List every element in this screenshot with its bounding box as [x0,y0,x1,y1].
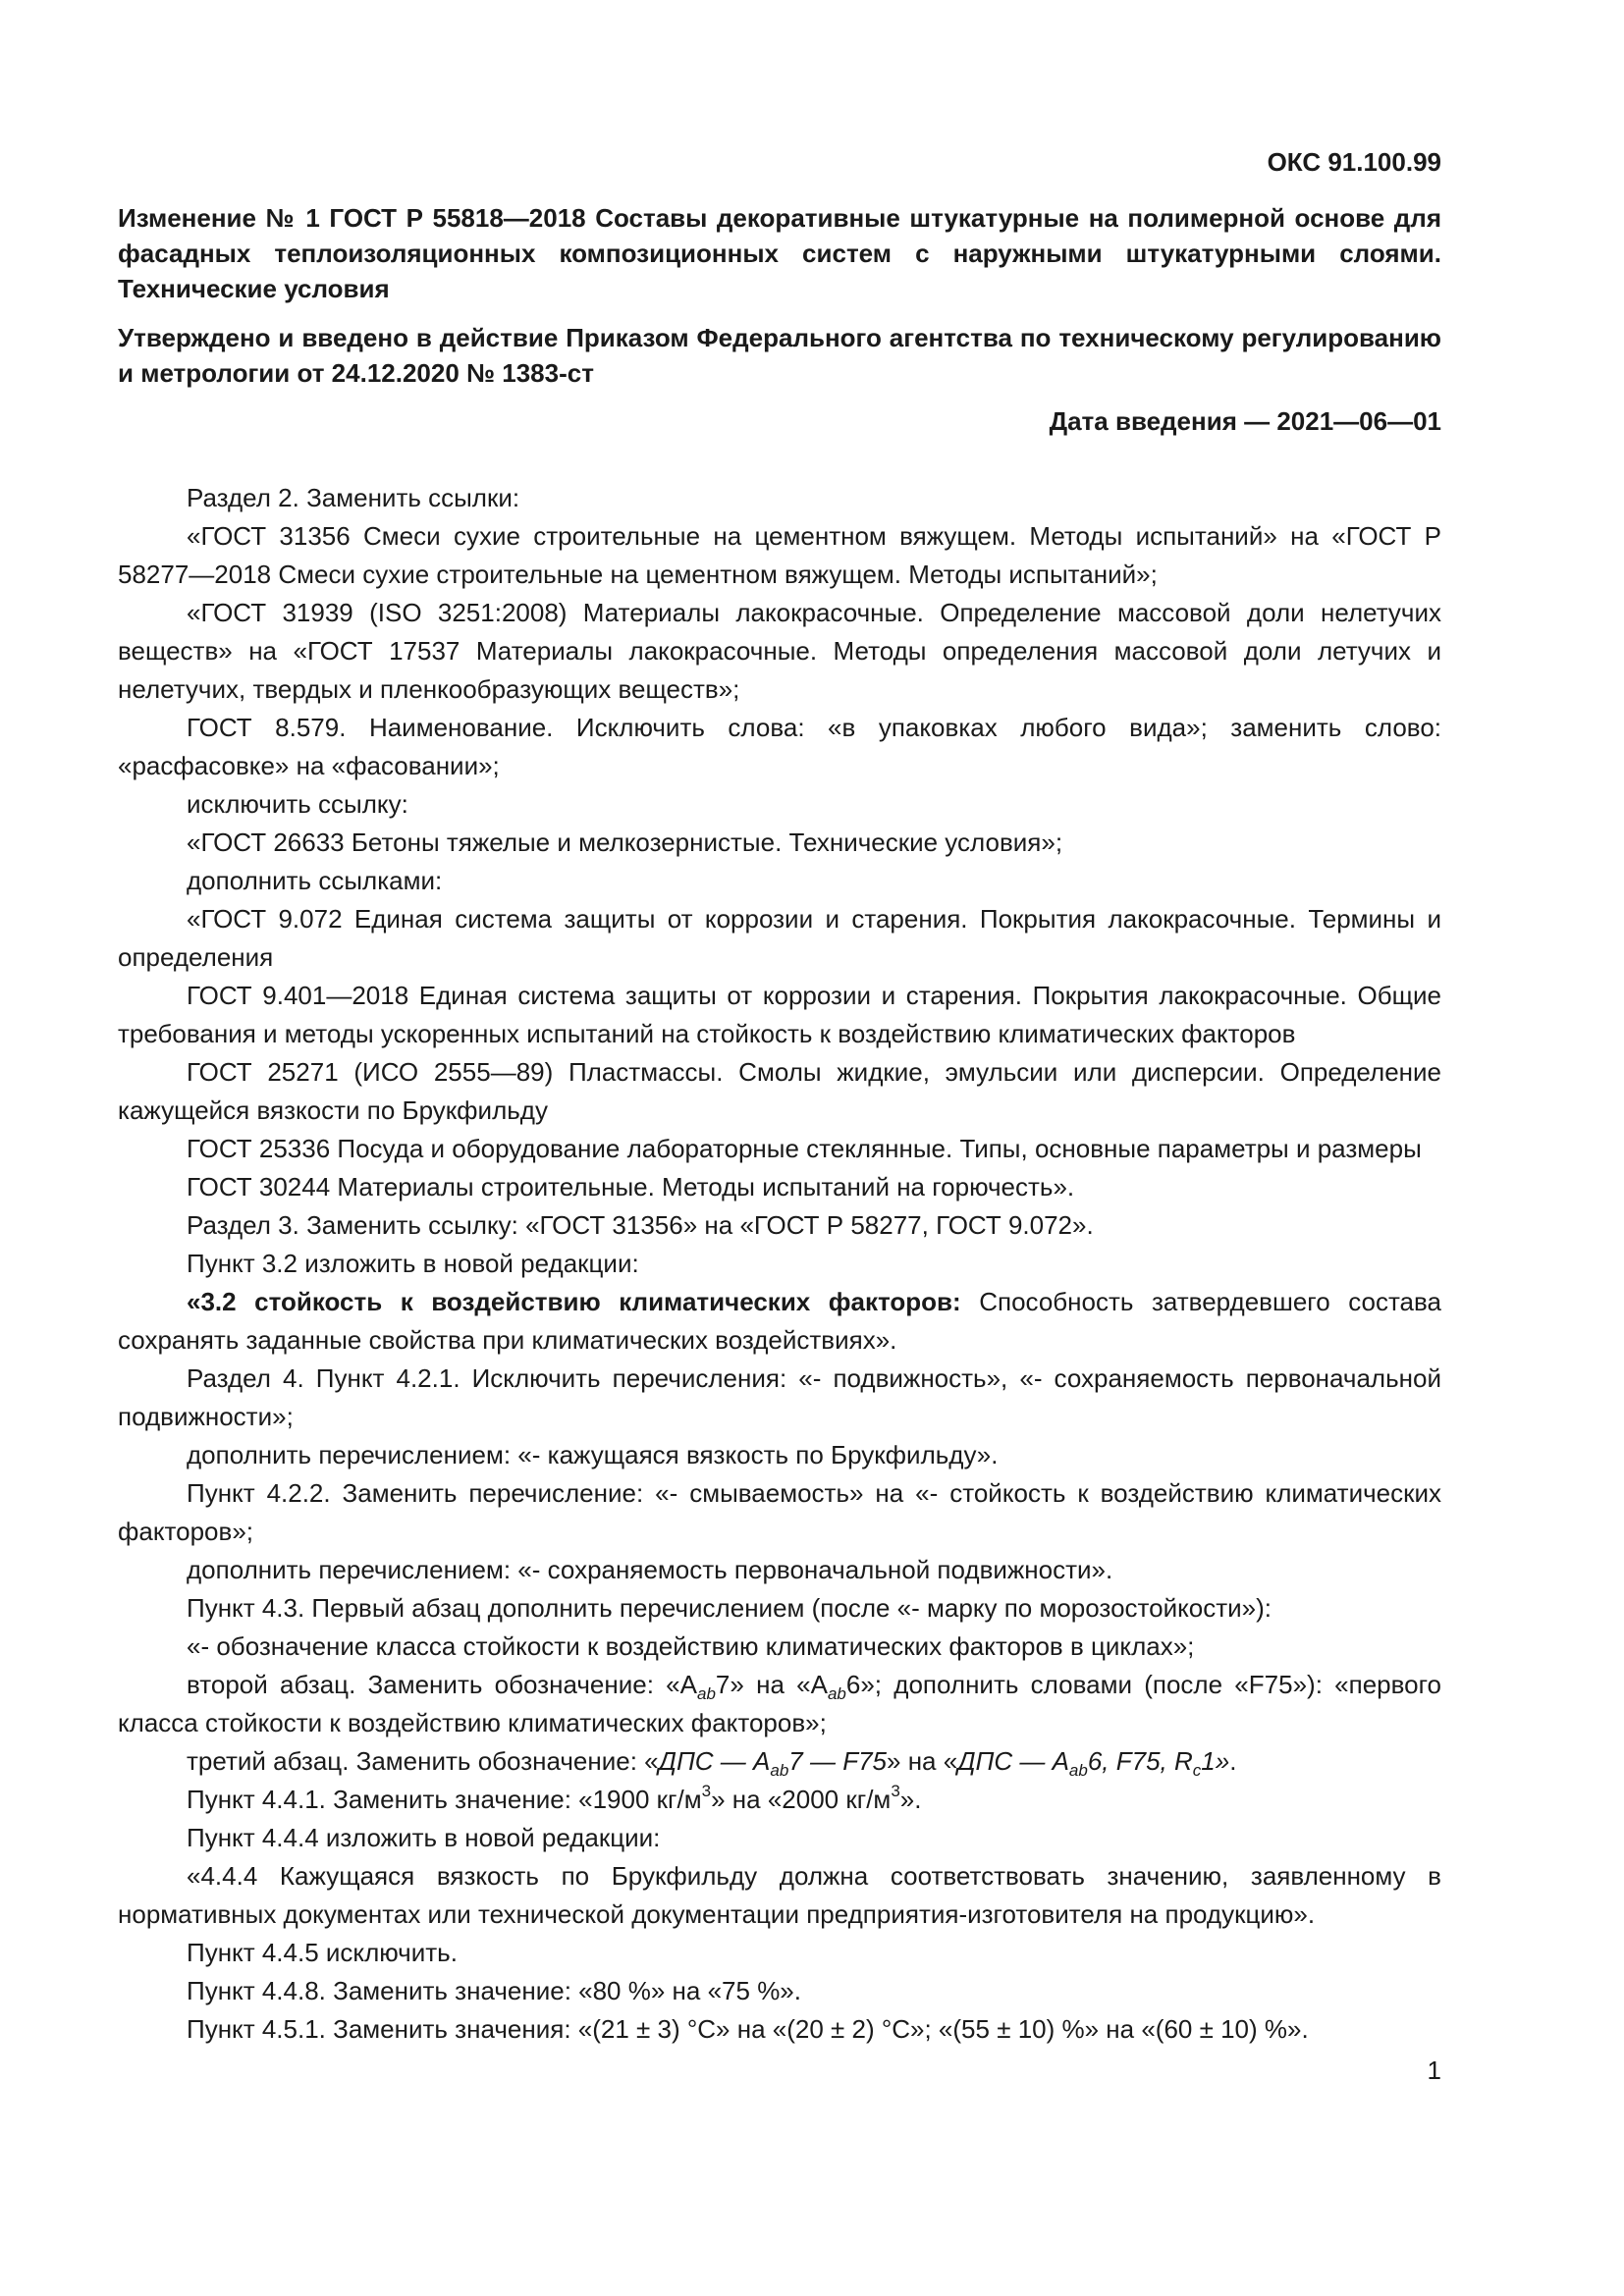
paragraph: ГОСТ 25271 (ИСО 2555—89) Пластмассы. Смолы жидкие, эмульсии или дисперсии. Определение кажущейся вязкости по Брукфильду [118,1057,1441,1125]
paragraph: дополнить ссылками: [187,866,443,895]
effective-date: Дата введения — 2021—06—01 [1049,406,1441,436]
text-run: » на «2000 кг/м [711,1785,892,1814]
paragraph: «ГОСТ 31356 Смеси сухие строительные на цементном вяжущем. Методы испытаний» на «ГОСТ Р 58277—2018 Смеси сухие строительные на цементном вяжущем. Методы испытаний»; [118,521,1441,589]
paragraph: ГОСТ 8.579. Наименование. Исключить слова: «в упаковках любого вида»; заменить слово: «расфасовке» на «фасовании»; [118,713,1441,780]
text-run: » на « [887,1746,958,1776]
paragraph: Пункт 4.4.4 изложить в новой редакции: [187,1823,661,1852]
text-run: 7» на «А [715,1670,828,1699]
paragraph: дополнить перечислением: «- сохраняемость первоначальной подвижности». [187,1555,1113,1584]
paragraph: ГОСТ 25336 Посуда и оборудование лабораторные стеклянные. Типы, основные параметры и размеры [187,1134,1422,1163]
paragraph: Раздел 2. Заменить ссылки: [187,483,520,512]
term-definition-bold: «3.2 стойкость к воздействию климатических факторов: [187,1287,961,1316]
subscript: ab [827,1684,846,1703]
paragraph: Пункт 4.3. Первый абзац дополнить перечислением (после «- марку по морозостойкости»): [187,1593,1272,1623]
paragraph: Пункт 4.4.8. Заменить значение: «80 %» на «75 %». [187,1976,801,2005]
paragraph: ГОСТ 9.401—2018 Единая система защиты от коррозии и старения. Покрытия лакокрасочные. Общие требования и методы ускоренных испытаний на стойкость к воздействию климатических факторов [118,981,1441,1048]
text-run: 6»; дополнить словами (после «F75»): «первого класса стойкости к воздействию климатических факторов»; [118,1670,1441,1737]
paragraph: Пункт 4.4.5 исключить. [187,1938,458,1967]
superscript: 3 [701,1782,712,1800]
text-run: второй абзац. Заменить обозначение: «А [187,1670,697,1699]
document-page [118,145,1441,2049]
paragraph: «ГОСТ 31939 (ISO 3251:2008) Материалы лакокрасочные. Определение массовой доли нелетучих веществ» на «ГОСТ 17537 Материалы лакокрасочные. Методы определения массовой доли летучих и нелетучих, твердых и пленкообразующих веществ»; [118,598,1441,704]
document-title: Изменение № 1 ГОСТ Р 55818—2018 Составы декоративные штукатурные на полимерной основе для фасадных теплоизоляционных композиционных систем с наружными штукатурными слоями. Технические условия [118,203,1441,303]
definition-text: Способность затвердевшего состава сохранять заданные свойства при климатических воздействиях». [118,1287,1441,1355]
oks-code: ОКС 91.100.99 [1267,147,1441,177]
italic-run: 6, F75, R [1087,1746,1193,1776]
paragraph: Пункт 4.5.1. Заменить значения: «(21 ± 3) °С» на «(20 ± 2) °С»; «(55 ± 10) %» на «(60 ± 10) %». [187,2014,1309,2044]
approval-statement: Утверждено и введено в действие Приказом Федерального агентства по техническому регулированию и метрологии от 24.12.2020 № 1383-ст [118,323,1441,388]
text-run: третий абзац. Заменить обозначение: « [187,1746,659,1776]
text-run: . [1229,1746,1237,1776]
paragraph [118,1742,1441,1781]
superscript: 3 [891,1782,900,1800]
text-run: Пункт 4.4.1. Заменить значение: «1900 кг/м [187,1785,702,1814]
paragraph: Раздел 3. Заменить ссылку: «ГОСТ 31356» на «ГОСТ Р 58277, ГОСТ 9.072». [187,1210,1094,1240]
paragraph: Раздел 4. Пункт 4.2.1. Исключить перечисления: «- подвижность», «- сохраняемость первоначальной подвижности»; [118,1363,1441,1431]
paragraph: «4.4.4 Кажущаяся вязкость по Брукфильду должна соответствовать значению, заявленному в нормативных документах или технической документации предприятия-изготовителя на продукцию». [118,1861,1441,1929]
paragraph [118,1666,1441,1742]
paragraph: «- обозначение класса стойкости к воздействию климатических факторов в циклах»; [187,1631,1195,1661]
italic-run: 1» [1201,1746,1230,1776]
italic-run: ДПС — A [658,1746,771,1776]
subscript: c [1192,1761,1202,1780]
paragraph: «ГОСТ 9.072 Единая система защиты от коррозии и старения. Покрытия лакокрасочные. Термины и определения [118,904,1441,972]
paragraph: исключить ссылку: [187,789,408,819]
subscript: ab [770,1761,789,1780]
subscript: ab [1068,1761,1088,1780]
page-number: 1 [1427,2056,1441,2085]
text-run: ». [899,1785,922,1814]
paragraph [118,1781,1441,1819]
paragraph: Пункт 3.2 изложить в новой редакции: [187,1249,639,1278]
paragraph-definition [118,1283,1441,1360]
paragraph: дополнить перечислением: «- кажущаяся вязкость по Брукфильду». [187,1440,999,1469]
subscript: ab [696,1684,716,1703]
paragraph: «ГОСТ 26633 Бетоны тяжелые и мелкозернистые. Технические условия»; [187,828,1063,857]
italic-run: 7 — F75 [788,1746,888,1776]
paragraph: Пункт 4.2.2. Заменить перечисление: «- смываемость» на «- стойкость к воздействию климатических факторов»; [118,1478,1441,1546]
paragraph: ГОСТ 30244 Материалы строительные. Методы испытаний на горючесть». [187,1172,1075,1201]
italic-run: ДПС — A [957,1746,1069,1776]
